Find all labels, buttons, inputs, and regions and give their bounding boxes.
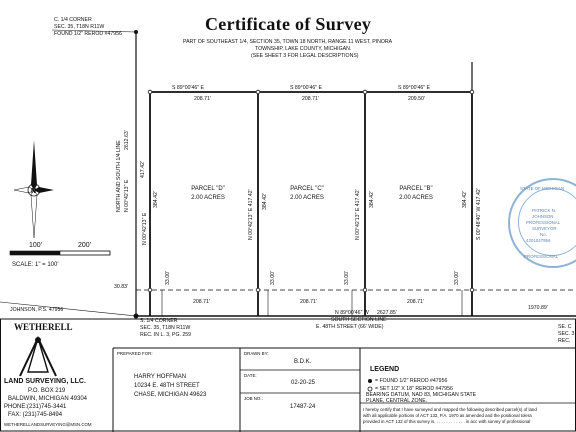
setback-3: 33.00' — [344, 271, 350, 285]
right-run-dimension: 1970.89' — [528, 305, 548, 311]
legend-basis-1: BEARING DATUM, NAD 83, MICHIGAN STATE — [366, 392, 477, 398]
subtitle-line-1: PART OF SOUTHEAST 1/4, SECTION 35, TOWN 18 NORTH, RANGE 11 WEST, PINORA — [183, 39, 393, 45]
scale-bar-icon — [10, 251, 110, 255]
date-value: 02-20-25 — [291, 380, 316, 386]
road-label-1: SOUTH SECTION LINE — [331, 317, 387, 323]
parcel-b-area: 2.00 ACRES — [399, 195, 433, 201]
seal-title-2: SURVEYOR — [532, 226, 557, 231]
prepared-for-label: PREPARED FOR: — [117, 351, 153, 356]
parcel-c-name: PARCEL "C" — [290, 186, 324, 192]
subtitle-line-3: (SEE SHEET 3 FOR LEGAL DESCRIPTIONS) — [251, 53, 359, 59]
north-bearing-1: S 89°00'46" E — [172, 85, 205, 91]
sw-corner-label-1: S. 1/4 CORNER — [140, 318, 178, 324]
west-parcel-distance: 417.42' — [140, 161, 146, 178]
top-dimension-c: 208.71' — [302, 96, 319, 102]
east-inner-distance: 384.42' — [462, 191, 468, 208]
surveyor-reference: JOHNSON, P.S. 47956 — [10, 307, 64, 313]
nw-corner-label-2: SEC. 35, T18N R11W — [54, 24, 105, 30]
seal-no: No. — [540, 232, 547, 237]
bottom-dimension-b: 208.71' — [407, 299, 424, 305]
nw-corner-label-3: FOUND 1/2" REROD #47956 — [54, 31, 122, 37]
setback-1: 33.00' — [165, 271, 171, 285]
top-dimension-b: 209.50' — [408, 96, 425, 102]
north-arrow-icon — [14, 140, 54, 238]
sw-corner-label-3: REC. IN L. 3, PG. 259 — [140, 332, 192, 338]
seal-name: PATRICK N. — [532, 208, 556, 213]
west-line-bearing: N 00°42'13" E — [124, 179, 130, 212]
company-line-2: LAND SURVEYING, LLC. — [4, 378, 86, 385]
svg-text:N: N — [31, 188, 37, 195]
mid-line-2-bearing: N 00°42'13" E 417.42' — [355, 189, 361, 240]
west-inner-distance: 384.42' — [153, 191, 159, 208]
south-bearing: N 89°00'46" W — [335, 310, 369, 316]
legend-basis-2: PLANE, CENTRAL ZONE. — [366, 398, 428, 404]
parcel-d-area: 2.00 ACRES — [191, 195, 225, 201]
company-logo-icon — [20, 337, 56, 376]
seal-license: 4201047956 — [526, 238, 551, 243]
drawn-by-label: DRAWN BY: — [244, 351, 269, 356]
date-label: DATE: — [244, 373, 257, 378]
job-no-value: 17487-24 — [290, 404, 316, 410]
certification-line-1: I hereby certify that I have surveyed and mapped the following described parcel(s) of land — [363, 407, 537, 412]
south-total-distance: 2627.85' — [377, 310, 397, 316]
subtitle-line-2: TOWNSHIP, LAKE COUNTY, MICHIGAN. — [255, 46, 352, 52]
se-corner-label-2: SEC. 3 — [558, 331, 575, 337]
client-name: HARRY HOFFMAN — [134, 374, 187, 380]
company-city: BALDWIN, MICHIGAN 49304 — [8, 396, 88, 402]
west-line-distance: 2612.63' — [124, 130, 130, 150]
legend-found: = FOUND 1/2" REROD #47956 — [375, 378, 448, 384]
sw-corner-label-2: SEC. 35, T18N R11W — [140, 325, 191, 331]
drawn-by-value: B.D.K. — [294, 359, 312, 365]
mid-line-2-inner: 384.42' — [369, 191, 375, 208]
legend-title: LEGEND — [370, 366, 400, 373]
north-bearing-3: S 89°00'46" E — [398, 85, 431, 91]
setback-2: 33.00' — [270, 271, 276, 285]
certification-line-2: with all applicable portions of ACT 132, P.A. 1970 as amended and the positional tolera — [363, 413, 532, 418]
parcel-b-name: PARCEL "B" — [399, 186, 433, 192]
seal-surname: JOHNSON — [532, 214, 554, 219]
mid-line-1-bearing: N 00°42'13" E 417.42' — [248, 189, 254, 240]
parcel-c-area: 2.00 ACRES — [290, 195, 324, 201]
se-corner-label-1: SE. C — [558, 324, 572, 330]
scale-tick-200: 200' — [78, 242, 92, 249]
legend-set: = SET 1/2" X 18" REROD #47956 — [375, 386, 453, 392]
bottom-dimension-c: 208.71' — [300, 299, 317, 305]
seal-title: PROFESSIONAL — [526, 220, 561, 225]
seal-ring-top: STATE OF MICHIGAN — [520, 186, 564, 191]
west-parcel-bearing: N 00°42'13" E — [142, 212, 148, 245]
road-label-2: E. 48TH STREET (66' WIDE) — [316, 324, 384, 330]
se-corner-label-3: REC. — [558, 338, 571, 344]
nw-corner-label-1: C. 1/4 CORNER — [54, 17, 92, 23]
company-po-box: P.O. BOX 219 — [28, 388, 66, 394]
mid-line-1-inner: 384.42' — [262, 193, 268, 210]
client-street: 10234 E. 48TH STREET — [134, 383, 200, 389]
parcel-d-name: PARCEL "D" — [191, 186, 225, 192]
east-line-bearing: S 00°48'40" W 417.42' — [476, 188, 482, 240]
company-name: WETHERELL — [14, 322, 73, 332]
page-title: Certificate of Survey — [205, 14, 372, 34]
company-fax: FAX: (231)745-8494 — [8, 412, 63, 418]
seal-ring-bottom: PROFESSIONAL — [524, 254, 559, 259]
ns-quarter-line-label: NORTH AND SOUTH 1/4 LINE — [116, 140, 122, 212]
client-city: CHASE, MICHIGAN 49623 — [134, 392, 207, 398]
bottom-dimension-d: 208.71' — [193, 299, 210, 305]
certification-line-3: provided in ACT 132 of this survey is. . . . . . . . . . . . . in acc with survey of professional — [363, 419, 531, 424]
top-dimension-d: 208.71' — [194, 96, 211, 102]
company-phone: PHONE:(231)745-3441 — [4, 404, 67, 410]
scale-tick-100: 100' — [29, 242, 43, 249]
company-email: WETHERELLANDSURVEYING@MSN.COM — [4, 422, 92, 427]
north-bearing-2: S 89°00'46" E — [290, 85, 323, 91]
scale-label: SCALE: 1" = 100' — [12, 262, 59, 268]
job-no-label: JOB NO.: — [244, 396, 263, 401]
left-offset-dimension: 30.83' — [114, 284, 128, 290]
setback-4: 33.00' — [454, 271, 460, 285]
